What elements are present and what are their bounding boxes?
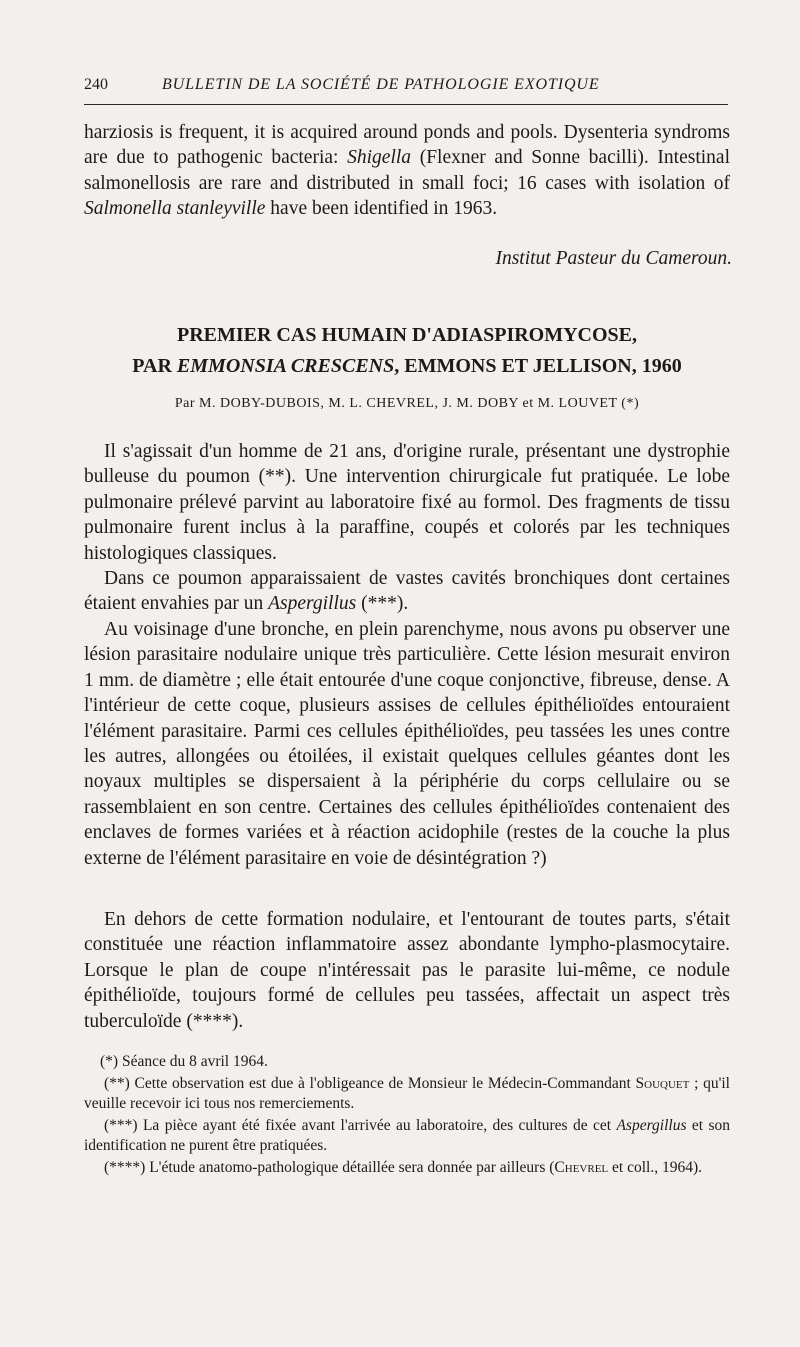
journal-title: BULLETIN DE LA SOCIÉTÉ DE PATHOLOGIE EXOTIQUE <box>162 76 600 93</box>
small-caps-name: Chevrel <box>554 1159 609 1176</box>
text-run: et coll., 1964). <box>608 1159 702 1176</box>
article-authors: Par M. DOBY-DUBOIS, M. L. CHEVREL, J. M. DOBY et M. LOUVET (*) <box>174 396 640 411</box>
article-title-line2 <box>84 353 730 379</box>
body-paragraph-2 <box>84 566 730 617</box>
previous-article-paragraph <box>84 120 730 222</box>
text-run: harziosis is frequent, it is acquired around ponds and pools. Dysenteria syndroms are due to pathogenic bacteria: <box>84 122 730 169</box>
text-run: (Flexner and Sonne bacilli). Intestinal salmonellosis are rare and distributed in small foci; 16 cases with isolation of <box>84 147 730 194</box>
footnote-3 <box>84 1116 730 1155</box>
body-paragraph-4: En dehors de cette formation nodulaire, et l'entourant de toutes parts, s'était constituée une réaction inflammatoire assez abondante lympho-plasmocytaire. Lorsque le plan de coupe n'intéressait pas le parasite lui-même, ce nodule épithélioïde, toujours formé de cellules peu tassées, affectait un aspect très tuberculoïde (****). <box>84 909 730 1032</box>
italic-genus: Aspergillus <box>616 1117 687 1134</box>
text-run: (***) La pièce ayant été fixée avant l'arrivée au laboratoire, des cultures de cet <box>104 1117 617 1134</box>
text-run: (***). <box>356 593 409 615</box>
text-run: ; qu'il veuille recevoir ici tous nos remerciements. <box>84 1075 730 1112</box>
small-caps-name: Souquet <box>635 1075 690 1092</box>
footnote-4 <box>84 1158 730 1178</box>
article-title-line1: PREMIER CAS HUMAIN D'ADIASPIROMYCOSE, <box>176 324 638 346</box>
title-run: PAR <box>132 355 177 377</box>
running-header <box>84 76 728 102</box>
institution-signature: Institut Pasteur du Cameroun. <box>495 248 732 269</box>
page-number: 240 <box>84 76 108 93</box>
body-paragraph-3: Au voisinage d'une bronche, en plein parenchyme, nous avons pu observer une lésion parasitaire nodulaire unique très particulière. Cette lésion mesurait environ 1 mm. de diamètre ; elle était entourée d'une coque conjonctive, fibreuse, dense. A l'intérieur de cette coque, plusieurs assises de cellules épithélioïdes entouraient l'élément parasitaire. Parmi ces cellules épithélioïdes, peu tassées les unes contre les autres, allongées ou étoilées, il existait quelques cellules géantes dont les noyaux multiples se dispersaient à la périphérie du corps cellulaire ou se rassemblaient en son centre. Certaines des cellules épithélioïdes contenaient des enclaves de formes variées et à réaction acidophile (restes de la couche la plus externe de l'élément parasitaire en voie de désintégration ?) <box>84 619 730 869</box>
body-paragraph-1: Il s'agissait d'un homme de 21 ans, d'origine rurale, présentant une dystrophie bulleuse du poumon (**). Une intervention chirurgicale fut pratiquée. Le lobe pulmonaire prélevé parvint au laboratoire fixé au formol. Des fragments de tissu pulmonaire furent inclus à la paraffine, coupés et colorés par les techniques histologiques classiques. <box>84 441 730 564</box>
title-run: , EMMONS ET JELLISON, 1960 <box>394 355 682 377</box>
text-run: (**) Cette observation est due à l'obligeance de Monsieur le Médecin-Commandant <box>104 1075 636 1092</box>
italic-species: Salmonella stanleyville <box>84 198 266 220</box>
text-run: have been identified in 1963. <box>265 198 498 220</box>
footnote-1: (*) Séance du 8 avril 1964. <box>100 1053 268 1070</box>
header-rule <box>84 104 728 105</box>
text-run: (****) L'étude anatomo-pathologique détaillée sera donnée par ailleurs ( <box>104 1159 555 1176</box>
footnote-2 <box>84 1074 730 1113</box>
italic-genus: Shigella <box>347 147 412 169</box>
italic-genus: Aspergillus <box>268 593 357 615</box>
title-italic-species: EMMONSIA CRESCENS <box>176 355 395 377</box>
text-run: Dans ce poumon apparaissaient de vastes cavités bronchiques dont certaines étaient envahies par un <box>84 568 730 615</box>
text-run: et son identification ne purent être pratiquées. <box>84 1117 731 1154</box>
